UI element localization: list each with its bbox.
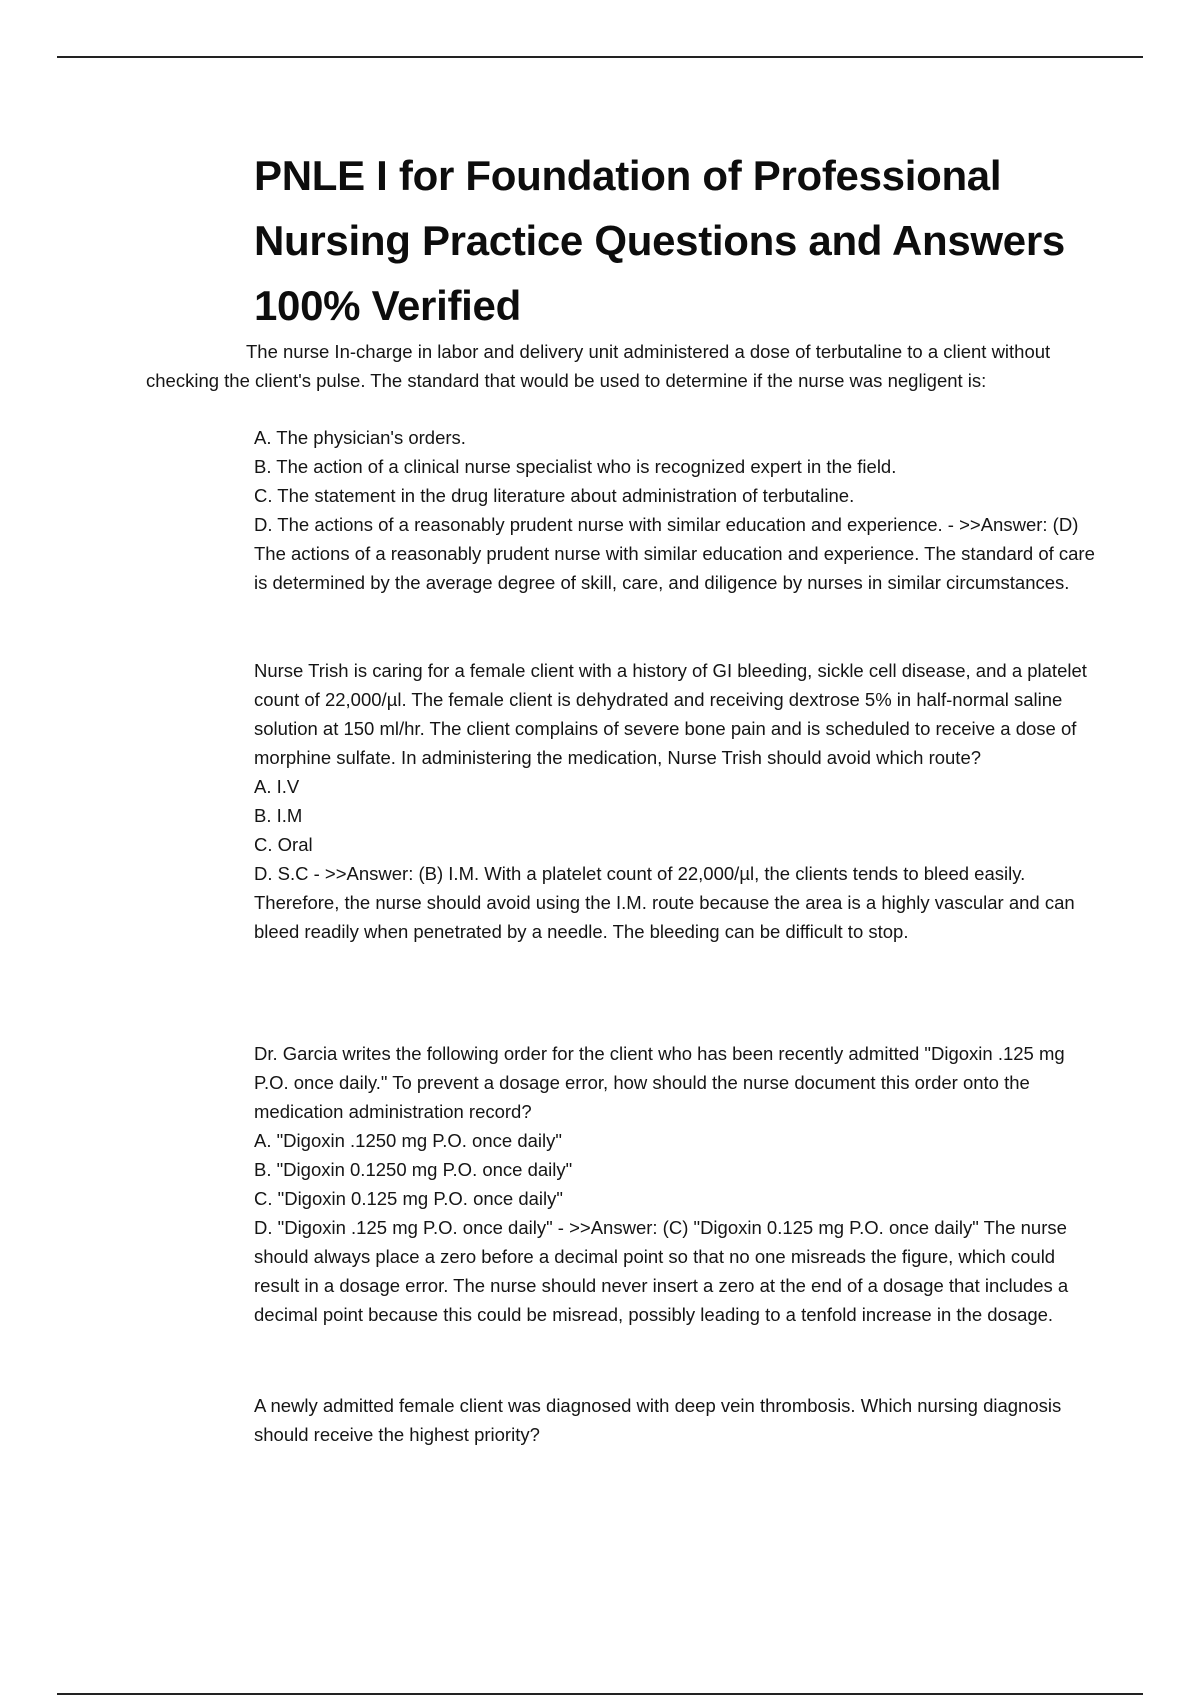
question-1-option-b: B. The action of a clinical nurse specialist who is recognized expert in the field. — [254, 456, 897, 477]
question-3-option-c: C. "Digoxin 0.125 mg P.O. once daily" — [254, 1188, 563, 1209]
question-3-option-a: A. "Digoxin .1250 mg P.O. once daily" — [254, 1130, 562, 1151]
question-2-option-d-answer: D. S.C - >>Answer: (B) I.M. With a platelet count of 22,000/µl, the clients tends to bleed easily. Therefore, the nurse should avoid using the I.M. route because the area is a highly vascular and can bleed readily when penetrated by a needle. The bleeding can be difficult to stop. — [254, 863, 1075, 942]
header-rule — [57, 56, 1143, 58]
question-2-option-a: A. I.V — [254, 776, 300, 797]
footer-rule — [57, 1693, 1143, 1695]
question-3-option-b: B. "Digoxin 0.1250 mg P.O. once daily" — [254, 1159, 573, 1180]
question-2 — [254, 656, 1096, 946]
document-title: PNLE I for Foundation of Professional Nursing Practice Questions and Answers 100% Verified — [254, 152, 1065, 329]
question-2-stem: Nurse Trish is caring for a female client with a history of GI bleeding, sickle cell disease, and a platelet count of 22,000/µl. The female client is dehydrated and receiving dextrose 5% in half-normal saline solution at 150 ml/hr. The client complains of severe bone pain and is scheduled to receive a dose of morphine sulfate. In administering the medication, Nurse Trish should avoid which route? — [254, 660, 1087, 768]
question-3-stem: Dr. Garcia writes the following order for the client who has been recently admitted "Digoxin .125 mg P.O. once daily." To prevent a dosage error, how should the nurse document this order onto the medication administration record? — [254, 1043, 1065, 1122]
question-4-stem: A newly admitted female client was diagnosed with deep vein thrombosis. Which nursing diagnosis should receive the highest priority? — [254, 1395, 1062, 1445]
question-3-option-d-answer: D. "Digoxin .125 mg P.O. once daily" - >>Answer: (C) "Digoxin 0.125 mg P.O. once daily" The nurse should always place a zero before a decimal point so that no one misreads the figure, which could result in a dosage error. The nurse should never insert a zero at the end of a dosage that includes a decimal point because this could be misread, possibly leading to a tenfold increase in the dosage. — [254, 1217, 1069, 1325]
question-3 — [254, 1039, 1096, 1329]
question-2-option-c: C. Oral — [254, 834, 313, 855]
question-1-options — [254, 423, 1096, 597]
question-1-option-c: C. The statement in the drug literature about administration of terbutaline. — [254, 485, 855, 506]
question-2-option-b: B. I.M — [254, 805, 303, 826]
question-1-stem: The nurse In-charge in labor and delivery unit administered a dose of terbutaline to a client without checking the client's pulse. The standard that would be used to determine if the nurse was negligent is: — [146, 341, 1051, 391]
question-1-option-a: A. The physician's orders. — [254, 427, 466, 448]
question-4 — [254, 1391, 1096, 1449]
question-1-option-d-answer: D. The actions of a reasonably prudent nurse with similar education and experience. - >>Answer: (D) The actions of a reasonably prudent nurse with similar education and experience. The standard of care is determined by the average degree of skill, care, and diligence by nurses in similar circumstances. — [254, 514, 1095, 593]
